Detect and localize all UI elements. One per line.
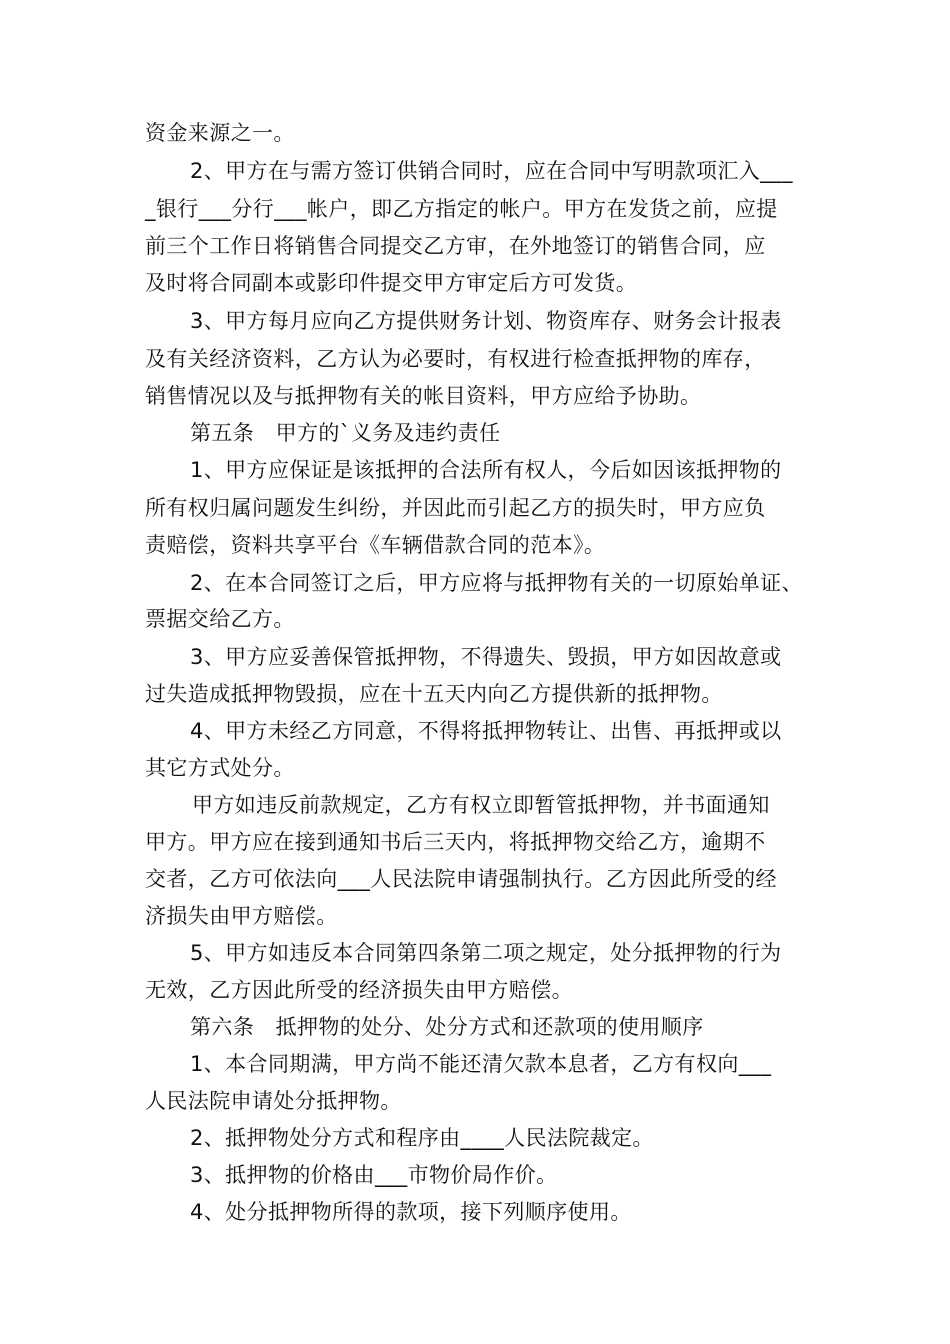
text-line: 前三个工作日将销售合同提交乙方审，在外地签订的销售合同，应 [145,234,766,258]
text-line: 及有关经济资料，乙方认为必要时，有权进行检查抵押物的库存， [145,347,766,371]
text-line: 1、本合同期满，甲方尚不能还清欠款本息者，乙方有权向___ [190,1052,772,1076]
text-line: 人民法院申请处分抵押物。 [145,1089,402,1113]
text-line: 责赔偿，资料共享平台《车辆借款合同的范本》。 [145,533,606,557]
section-heading: 第五条 甲方的`义务及违约责任 [190,421,501,445]
text-line: 2、甲方在与需方签订供销合同时，应在合同中写明款项汇入___ [190,159,793,183]
text-line: 甲方。甲方应在接到通知书后三天内，将抵押物交给乙方，逾期不 [145,830,766,854]
text-line: 济损失由甲方赔偿。 [145,904,338,928]
text-line: 1、甲方应保证是该抵押的合法所有权人，今后如因该抵押物的 [190,458,782,482]
text-line: 票据交给乙方。 [145,607,295,631]
text-line: 2、抵押物处分方式和程序由____人民法院裁定。 [190,1126,654,1150]
text-line: 3、甲方每月应向乙方提供财务计划、物资库存、财务会计报表 [190,309,782,333]
text-line: 无效，乙方因此所受的经济损失由甲方赔偿。 [145,978,573,1002]
text-line: 甲方如违反前款规定，乙方有权立即暂管抵押物，并书面通知 [192,793,770,817]
text-line: 3、甲方应妥善保管抵押物，不得遗失、毁损，甲方如因故意或 [190,645,782,669]
text-line: 4、处分抵押物所得的款项，接下列顺序使用。 [190,1200,632,1224]
text-line: 资金来源之一。 [145,121,295,145]
section-heading: 第六条 抵押物的处分、处分方式和还款项的使用顺序 [190,1015,704,1039]
text-line: 交者，乙方可依法向___人民法院申请强制执行。乙方因此所受的经 [145,867,777,891]
text-line: 5、甲方如违反本合同第四条第二项之规定，处分抵押物的行为 [190,941,782,965]
text-line: 3、抵押物的价格由___市物价局作价。 [190,1163,558,1187]
text-line: 所有权归属问题发生纠纷，并因此而引起乙方的损失时，甲方应负 [145,496,766,520]
text-line: 2、在本合同签订之后，甲方应将与抵押物有关的一切原始单证、 [190,571,803,595]
text-line: 过失造成抵押物毁损，应在十五天内向乙方提供新的抵押物。 [145,682,723,706]
text-line: _银行___分行___帐户，即乙方指定的帐户。甲方在发货之前，应提 [145,197,778,221]
text-line: 及时将合同副本或影印件提交甲方审定后方可发货。 [145,271,638,295]
text-line: 4、甲方未经乙方同意，不得将抵押物转让、出售、再抵押或以 [190,719,782,743]
text-line: 销售情况以及与抵押物有关的帐目资料，甲方应给予协助。 [145,384,702,408]
text-line: 其它方式处分。 [145,756,295,780]
